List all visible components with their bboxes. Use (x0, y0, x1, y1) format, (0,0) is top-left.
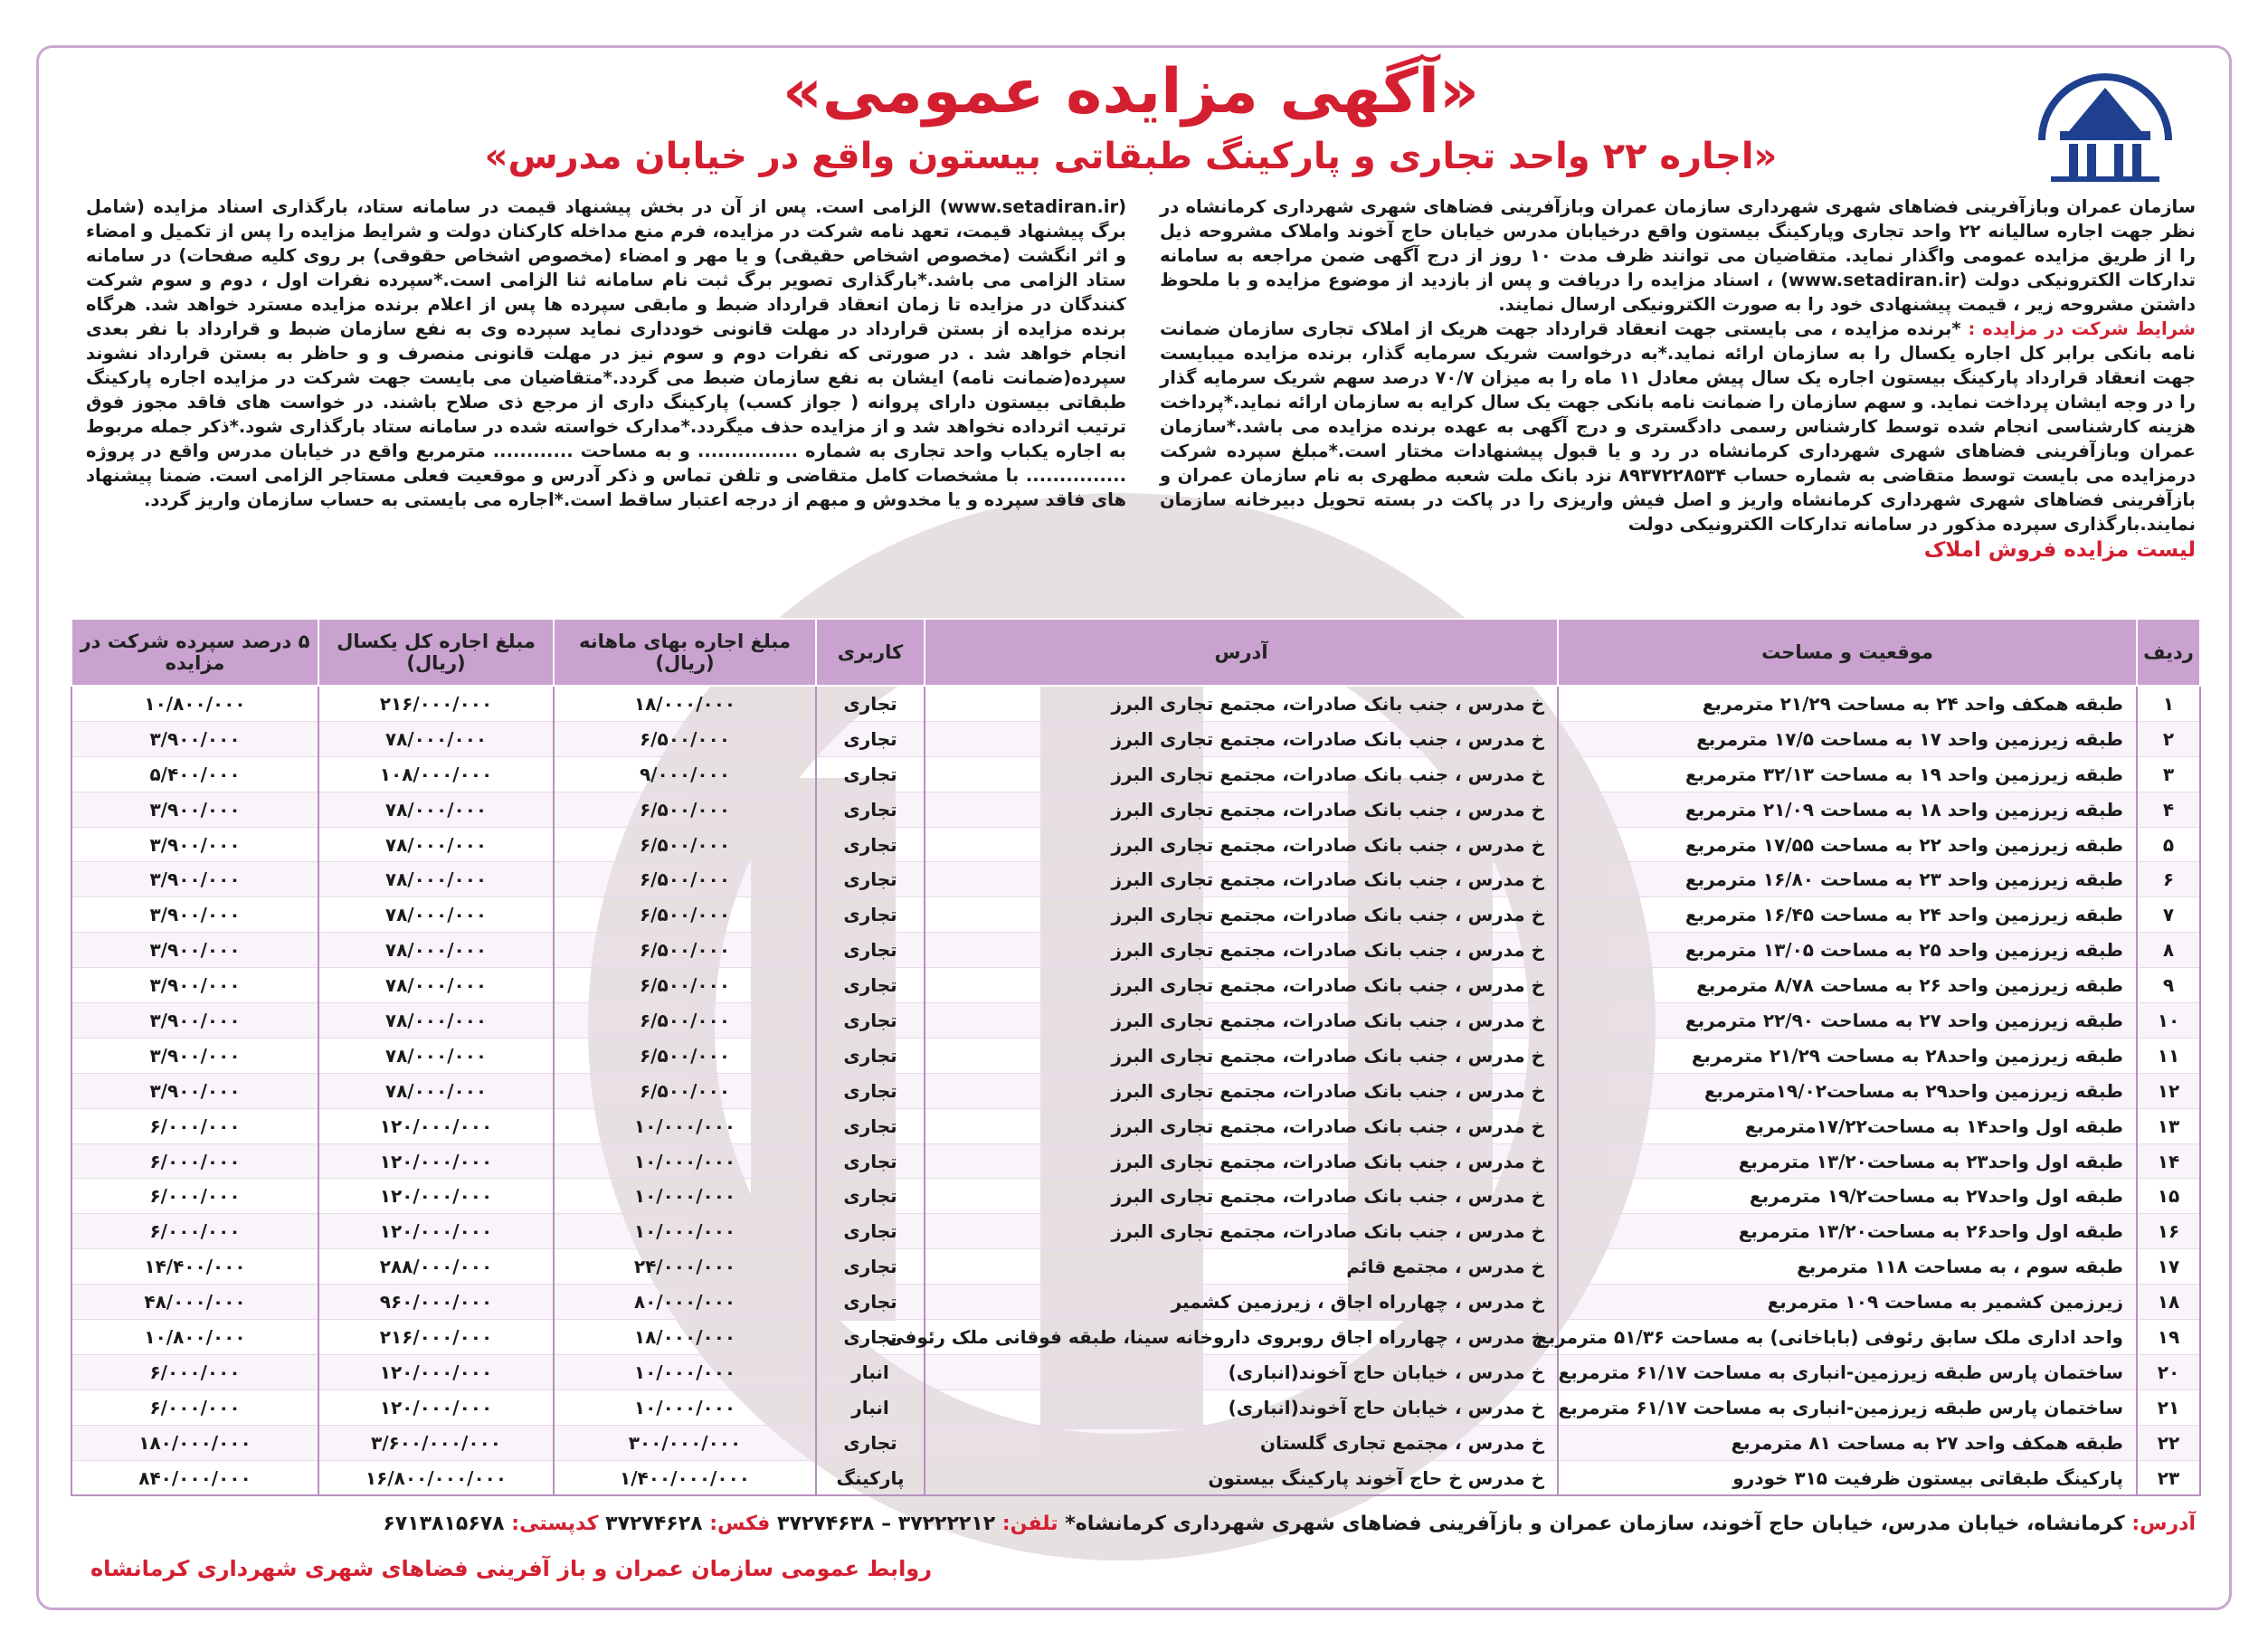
intro-column-left (86, 194, 1126, 512)
cell-deposit: ۱۰/۸۰۰/۰۰۰ (71, 686, 318, 721)
cell-deposit: ۳/۹۰۰/۰۰۰ (71, 862, 318, 897)
cell-monthly-rent: ۱۰/۰۰۰/۰۰۰ (554, 1143, 816, 1179)
cell-annual-rent: ۷۸/۰۰۰/۰۰۰ (318, 721, 554, 756)
cell-deposit: ۳/۹۰۰/۰۰۰ (71, 897, 318, 933)
cell-deposit: ۳/۹۰۰/۰۰۰ (71, 827, 318, 862)
fax-text: ۳۷۲۷۴۶۲۸ (605, 1513, 703, 1535)
cell-deposit: ۳/۹۰۰/۰۰۰ (71, 933, 318, 968)
cell-monthly-rent: ۱۰/۰۰۰/۰۰۰ (554, 1108, 816, 1143)
cell-monthly-rent: ۱۰/۰۰۰/۰۰۰ (554, 1390, 816, 1425)
cell-annual-rent: ۲۱۶/۰۰۰/۰۰۰ (318, 1320, 554, 1355)
phone-text: ۳۷۲۲۲۲۱۲ – ۳۷۲۷۴۶۳۸ (777, 1513, 996, 1535)
cell-address: خ مدرس ، جنب بانک صادرات، مجتمع تجاری البرز (925, 1073, 1558, 1108)
cell-address: خ مدرس ، جنب بانک صادرات، مجتمع تجاری البرز (925, 1108, 1558, 1143)
table-row (71, 1425, 2200, 1460)
cell-row-number: ۱۱ (2137, 1038, 2200, 1073)
cell-location: ساختمان پارس طبقه زیرزمین-انباری به مساحت ۶۱/۱۷ مترمربع (1558, 1390, 2137, 1425)
cell-row-number: ۲ (2137, 721, 2200, 756)
cell-annual-rent: ۷۸/۰۰۰/۰۰۰ (318, 933, 554, 968)
cell-annual-rent: ۷۸/۰۰۰/۰۰۰ (318, 897, 554, 933)
footer-contact (383, 1513, 2196, 1535)
cell-usage: تجاری (816, 1143, 925, 1179)
address-text: کرمانشاه، خیابان مدرس، خیابان حاج آخوند، سازمان عمران و بازآفرینی فضاهای شهری شهرداری کرمانشاه* (1065, 1513, 2125, 1535)
cell-deposit: ۱۰/۸۰۰/۰۰۰ (71, 1320, 318, 1355)
cell-row-number: ۱۹ (2137, 1320, 2200, 1355)
table-body (71, 686, 2200, 1495)
cell-annual-rent: ۲۸۸/۰۰۰/۰۰۰ (318, 1249, 554, 1285)
footer-signature: روابط عمومی سازمان عمران و باز آفرینی فضاهای شهری شهرداری کرمانشاه (90, 1556, 933, 1581)
cell-location: طبقه زیرزمین واحد ۲۲ به مساحت ۱۷/۵۵ مترمربع (1558, 827, 2137, 862)
cell-usage: تجاری (816, 756, 925, 792)
cell-deposit: ۶/۰۰۰/۰۰۰ (71, 1179, 318, 1214)
cell-location: طبقه اول واحد۲۷ به مساحت۱۹/۲ مترمربع (1558, 1179, 2137, 1214)
cell-row-number: ۱ (2137, 686, 2200, 721)
conditions-text-right: *برنده مزایده ، می بایستی جهت انعقاد قرارداد جهت هریک از املاک تجاری سازمان ضمانت نامه بانکی برابر کل اجاره یکسال را به سازمان ارائه نماید.*به درخواست شریک سرمایه گذار، برنده مزایده میبایست جهت انعقاد قرارداد پارکینگ بیستون اجاره یک سال پیش معادل ۱۱ ماه را به میزان ۷۰/۷ درصد سهم شریک سرمایه گذار را در وجه ایشان پرداخت نماید. و سهم سازمان را ضمانت نامه بانکی جهت یک سال کرایه به سازمان ارائه نماید.*پرداخت هزینه کارشناسی انجام شده توسط کارشناس رسمی دادگستری و درج آگهی به عهده برنده مزایده می باشد.*سازمان عمران وبازآفرینی فضاهای شهری شهرداری کرمانشاه در رد و یا قبول پیشنهادات مختار است.*مبلغ سپرده شرکت درمزایده می بایست توسط متقاضی به شماره حساب ۸۹۳۷۲۲۸۵۳۴ نزد بانک ملت شعبه مطهری به نام سازمان عمران و بازآفرینی فضاهای شهری شهرداری کرمانشاه واریز و اصل فیش واریزی را در پاکت در بسته تحویل دبیرخانه سازمان نمایند.بارگذاری سپرده مذکور در سامانه تدارکات الکترونیکی دولت (1160, 318, 2196, 535)
cell-row-number: ۵ (2137, 827, 2200, 862)
page-subtitle: «اجاره ۲۲ واحد تجاری و پارکینگ طبقاتی بیستون واقع در خیابان مدرس» (484, 136, 1778, 177)
cell-deposit: ۳/۹۰۰/۰۰۰ (71, 721, 318, 756)
header-annual-rent: مبلغ اجاره کل یکسال (ریال) (318, 619, 554, 686)
cell-location: طبقه اول واحد۱۴ به مساحت۱۷/۲۲مترمربع (1558, 1108, 2137, 1143)
cell-row-number: ۱۸ (2137, 1285, 2200, 1320)
cell-address: خ مدرس ، جنب بانک صادرات، مجتمع تجاری البرز (925, 792, 1558, 827)
cell-address: خ مدرس ، خیابان حاج آخوند(انباری) (925, 1390, 1558, 1425)
cell-row-number: ۲۲ (2137, 1425, 2200, 1460)
header-location: موقعیت و مساحت (1558, 619, 2137, 686)
list-title: لیست مزایده فروش املاک (1923, 538, 2196, 562)
cell-usage: تجاری (816, 1108, 925, 1143)
header-usage: کاربری (816, 619, 925, 686)
fax-label: فکس: (709, 1513, 771, 1535)
header-monthly-rent: مبلغ اجاره بهای ماهانه (ریال) (554, 619, 816, 686)
cell-address: خ مدرس ، جنب بانک صادرات، مجتمع تجاری البرز (925, 1038, 1558, 1073)
cell-location: طبقه زیرزمین واحد ۲۶ به مساحت ۸/۷۸ مترمربع (1558, 968, 2137, 1003)
cell-usage: تجاری (816, 686, 925, 721)
cell-location: طبقه زیرزمین واحد ۱۹ به مساحت ۳۲/۱۳ مترمربع (1558, 756, 2137, 792)
cell-address: خ مدرس ، جنب بانک صادرات، مجتمع تجاری البرز (925, 756, 1558, 792)
cell-location: واحد اداری ملک سابق رئوفی (باباخانی) به مساحت ۵۱/۳۶ مترمربع (1558, 1320, 2137, 1355)
cell-location: طبقه زیرزمین واحد ۲۴ به مساحت ۱۶/۴۵ مترمربع (1558, 897, 2137, 933)
cell-row-number: ۴ (2137, 792, 2200, 827)
cell-annual-rent: ۹۶۰/۰۰۰/۰۰۰ (318, 1285, 554, 1320)
auction-table (71, 618, 2201, 1496)
cell-row-number: ۱۴ (2137, 1143, 2200, 1179)
cell-usage: تجاری (816, 827, 925, 862)
cell-address: خ مدرس ، جنب بانک صادرات، مجتمع تجاری البرز (925, 1003, 1558, 1039)
cell-deposit: ۵/۴۰۰/۰۰۰ (71, 756, 318, 792)
cell-row-number: ۷ (2137, 897, 2200, 933)
cell-deposit: ۴۸/۰۰۰/۰۰۰ (71, 1285, 318, 1320)
cell-address: خ مدرس ، مجتمع تجاری گلستان (925, 1425, 1558, 1460)
intro-paragraph: سازمان عمران وبازآفرینی فضاهای شهری شهرداری سازمان عمران وبازآفرینی فضاهای شهری شهرداری کرمانشاه در نظر جهت اجاره سالیانه ۲۲ واحد تجاری وپارکینگ بیستون واقع درخیابان مدرس خیابان حاج آخوند واملاک مشروحه ذیل را از طریق مزایده عمومی واگذار نماید. متقاضیان می توانند ظرف مدت ۱۰ روز از درج آگهی ضمن مراجعه به سامانه تدارکات الکترونیکی دولت (www.setadiran.ir) ، اسناد مزایده را دریافت و پس از بازدید از موضوع مزایده و با ملحوظ داشتن مشروحه زیر ، قیمت پیشنهادی خود را به صورت الکترونیکی ارسال نمایند. (1160, 196, 2196, 315)
cell-monthly-rent: ۱۰/۰۰۰/۰۰۰ (554, 1179, 816, 1214)
cell-row-number: ۲۱ (2137, 1390, 2200, 1425)
cell-monthly-rent: ۶/۵۰۰/۰۰۰ (554, 1038, 816, 1073)
cell-address: خ مدرس ، جنب بانک صادرات، مجتمع تجاری البرز (925, 827, 1558, 862)
cell-deposit: ۳/۹۰۰/۰۰۰ (71, 968, 318, 1003)
table-row (71, 1354, 2200, 1390)
cell-location: طبقه زیرزمین واحد۲۹ به مساحت۱۹/۰۲مترمربع (1558, 1073, 2137, 1108)
cell-deposit: ۳/۹۰۰/۰۰۰ (71, 1038, 318, 1073)
cell-usage: تجاری (816, 968, 925, 1003)
organization-logo-icon (2033, 68, 2178, 185)
postal-text: ۶۷۱۳۸۱۵۶۷۸ (383, 1513, 505, 1535)
cell-annual-rent: ۱۲۰/۰۰۰/۰۰۰ (318, 1214, 554, 1249)
cell-annual-rent: ۷۸/۰۰۰/۰۰۰ (318, 1073, 554, 1108)
table-row (71, 1460, 2200, 1495)
cell-monthly-rent: ۱۸/۰۰۰/۰۰۰ (554, 686, 816, 721)
cell-address: خ مدرس ، جنب بانک صادرات، مجتمع تجاری البرز (925, 1214, 1558, 1249)
cell-annual-rent: ۱۰۸/۰۰۰/۰۰۰ (318, 756, 554, 792)
cell-monthly-rent: ۱۰/۰۰۰/۰۰۰ (554, 1214, 816, 1249)
cell-row-number: ۶ (2137, 862, 2200, 897)
cell-usage: تجاری (816, 1214, 925, 1249)
cell-annual-rent: ۱۲۰/۰۰۰/۰۰۰ (318, 1390, 554, 1425)
cell-annual-rent: ۱۶/۸۰۰/۰۰۰/۰۰۰ (318, 1460, 554, 1495)
cell-annual-rent: ۷۸/۰۰۰/۰۰۰ (318, 827, 554, 862)
cell-location: طبقه اول واحد۲۶ به مساحت۱۳/۲۰ مترمربع (1558, 1214, 2137, 1249)
header-deposit: ۵ درصد سپرده شرکت در مزایده (71, 619, 318, 686)
cell-location: طبقه زیرزمین واحد ۱۷ به مساحت ۱۷/۵ مترمربع (1558, 721, 2137, 756)
cell-location: طبقه همکف واحد ۲۴ به مساحت ۲۱/۲۹ مترمربع (1558, 686, 2137, 721)
cell-usage: تجاری (816, 1179, 925, 1214)
table-row (71, 968, 2200, 1003)
cell-monthly-rent: ۶/۵۰۰/۰۰۰ (554, 862, 816, 897)
cell-usage: تجاری (816, 792, 925, 827)
table-row (71, 686, 2200, 721)
table-row (71, 721, 2200, 756)
cell-usage: تجاری (816, 862, 925, 897)
cell-monthly-rent: ۱۸/۰۰۰/۰۰۰ (554, 1320, 816, 1355)
phone-label: تلفن: (1001, 1513, 1058, 1535)
table-row (71, 897, 2200, 933)
cell-monthly-rent: ۶/۵۰۰/۰۰۰ (554, 897, 816, 933)
cell-location: طبقه زیرزمین واحد ۲۷ به مساحت ۲۲/۹۰ مترمربع (1558, 1003, 2137, 1039)
cell-monthly-rent: ۸۰/۰۰۰/۰۰۰ (554, 1285, 816, 1320)
cell-row-number: ۱۶ (2137, 1214, 2200, 1249)
cell-usage: تجاری (816, 1285, 925, 1320)
cell-address: خ مدرس ، چهارراه اجاق ، زیرزمین کشمیر (925, 1285, 1558, 1320)
header-row-number: ردیف (2137, 619, 2200, 686)
cell-row-number: ۳ (2137, 756, 2200, 792)
cell-usage: تجاری (816, 1003, 925, 1039)
cell-location: طبقه سوم ، به مساحت ۱۱۸ مترمربع (1558, 1249, 2137, 1285)
table-row (71, 1214, 2200, 1249)
cell-monthly-rent: ۳۰۰/۰۰۰/۰۰۰ (554, 1425, 816, 1460)
table-row (71, 1320, 2200, 1355)
cell-monthly-rent: ۱/۴۰۰/۰۰۰/۰۰۰ (554, 1460, 816, 1495)
cell-monthly-rent: ۶/۵۰۰/۰۰۰ (554, 933, 816, 968)
cell-annual-rent: ۷۸/۰۰۰/۰۰۰ (318, 862, 554, 897)
table-row (71, 756, 2200, 792)
cell-address: خ مدرس ، جنب بانک صادرات، مجتمع تجاری البرز (925, 721, 1558, 756)
cell-monthly-rent: ۲۴/۰۰۰/۰۰۰ (554, 1249, 816, 1285)
cell-annual-rent: ۷۸/۰۰۰/۰۰۰ (318, 1038, 554, 1073)
cell-address: خ مدرس ، جنب بانک صادرات، مجتمع تجاری البرز (925, 1143, 1558, 1179)
intro-column-right (1160, 194, 2196, 536)
cell-deposit: ۶/۰۰۰/۰۰۰ (71, 1214, 318, 1249)
table-row (71, 1285, 2200, 1320)
cell-address: خ مدرس ، جنب بانک صادرات، مجتمع تجاری البرز (925, 968, 1558, 1003)
table-row (71, 1390, 2200, 1425)
table-row (71, 792, 2200, 827)
cell-monthly-rent: ۶/۵۰۰/۰۰۰ (554, 721, 816, 756)
postal-label: کدپستی: (511, 1513, 599, 1535)
cell-row-number: ۱۲ (2137, 1073, 2200, 1108)
cell-annual-rent: ۱۲۰/۰۰۰/۰۰۰ (318, 1354, 554, 1390)
cell-usage: تجاری (816, 1073, 925, 1108)
header-address: آدرس (925, 619, 1558, 686)
table-row (71, 827, 2200, 862)
cell-deposit: ۳/۹۰۰/۰۰۰ (71, 792, 318, 827)
cell-usage: تجاری (816, 1038, 925, 1073)
table-row (71, 1143, 2200, 1179)
page-title: «آگهی مزایده عمومی» (783, 56, 1479, 128)
cell-monthly-rent: ۶/۵۰۰/۰۰۰ (554, 1073, 816, 1108)
cell-location: طبقه اول واحد۲۳ به مساحت۱۳/۲۰ مترمربع (1558, 1143, 2137, 1179)
cell-location: ساختمان پارس طبقه زیرزمین-انباری به مساحت ۶۱/۱۷ مترمربع (1558, 1354, 2137, 1390)
table-row (71, 1108, 2200, 1143)
conditions-text-left: (www.setadiran.ir) الزامی است. پس از آن در بخش پیشنهاد قیمت در سامانه ستاد، بارگذاری اسناد مزایده (شامل برگ پیشنهاد قیمت، تعهد نامه شرکت در مزایده، فرم منع مداخله کارکنان دولت و شرایط مزایده را پس از تکمیل و امضاء و اثر انگشت (مخصوص اشخاص حقیقی) و یا مهر و امضاء (مخصوص اشخاص حقوقی) بر روی کلیه صفحات) در سامانه ستاد الزامی می باشد.*بارگذاری تصویر برگ ثبت نام سامانه ثنا الزامی است.*سپرده نفرات اول ، دوم و سوم شرکت کنندگان در مزایده تا زمان انعقاد قرارداد ضبط و مابقی سپرده ها پس از اعلام برنده مزایده مسترد خواهد شد. هرگاه برنده مزایده از بستن قرارداد در مهلت قانونی خودداری نماید سپرده وی به نفع سازمان ضبط و قرارداد با نفر بعدی انجام خواهد شد . در صورتی که نفرات دوم و سوم نیز در مهلت قانونی منصرف و و حاظر به بستن قرارداد نشوند سپرده(ضمانت نامه) ایشان به نفع سازمان ضبط می گردد.*متقاضیان می بایست جهت شرکت در مزایده اجاره پارکینگ طبقاتی بیستون دارای پروانه ( جواز کسب) پارکینگ داری از مرجع ذی صلاح باشند. در خواست های فاقد مجوز فوق ترتیب اثرداده نخواهد شد و از مزایده حذف میگردد.*مدارک خواسته شده در سامانه ستاد بارگذاری شود.*ذکر جمله مربوط به اجاره یکباب واحد تجاری به شماره ............... و به مساحت ............ مترمربع واقع در خیابان مدرس واقع در پروژه ............... با مشخصات کامل متقاضی و تلفن تماس و ذکر آدرس و موقعیت فعلی مستاجر الزامی است. ضمنا پیشنهاد های فاقد سپرده و یا مخدوش و مبهم از درجه اعتبار ساقط است.*اجاره می بایستی به حساب سازمان واریز گردد. (86, 196, 1126, 510)
cell-annual-rent: ۷۸/۰۰۰/۰۰۰ (318, 1003, 554, 1039)
cell-location: طبقه همکف واحد ۲۷ به مساحت ۸۱ مترمربع (1558, 1425, 2137, 1460)
cell-address: خ مدرس ، جنب بانک صادرات، مجتمع تجاری البرز (925, 686, 1558, 721)
cell-usage: تجاری (816, 721, 925, 756)
table-header-row (71, 619, 2200, 686)
cell-row-number: ۱۵ (2137, 1179, 2200, 1214)
cell-deposit: ۳/۹۰۰/۰۰۰ (71, 1003, 318, 1039)
cell-annual-rent: ۷۸/۰۰۰/۰۰۰ (318, 792, 554, 827)
cell-address: خ مدرس خ حاج آخوند پارکینگ بیستون (925, 1460, 1558, 1495)
cell-row-number: ۲۰ (2137, 1354, 2200, 1390)
cell-location: طبقه زیرزمین واحد ۲۵ به مساحت ۱۳/۰۵ مترمربع (1558, 933, 2137, 968)
table-row (71, 933, 2200, 968)
cell-row-number: ۱۳ (2137, 1108, 2200, 1143)
cell-monthly-rent: ۶/۵۰۰/۰۰۰ (554, 1003, 816, 1039)
cell-row-number: ۱۰ (2137, 1003, 2200, 1039)
cell-usage: انبار (816, 1390, 925, 1425)
cell-address: خ مدرس ، جنب بانک صادرات، مجتمع تجاری البرز (925, 1179, 1558, 1214)
cell-deposit: ۸۴۰/۰۰۰/۰۰۰ (71, 1460, 318, 1495)
cell-annual-rent: ۱۲۰/۰۰۰/۰۰۰ (318, 1143, 554, 1179)
cell-monthly-rent: ۶/۵۰۰/۰۰۰ (554, 792, 816, 827)
cell-deposit: ۱۴/۴۰۰/۰۰۰ (71, 1249, 318, 1285)
cell-monthly-rent: ۹/۰۰۰/۰۰۰ (554, 756, 816, 792)
organization-logo (2028, 63, 2182, 190)
cell-annual-rent: ۱۲۰/۰۰۰/۰۰۰ (318, 1108, 554, 1143)
cell-annual-rent: ۷۸/۰۰۰/۰۰۰ (318, 968, 554, 1003)
cell-deposit: ۳/۹۰۰/۰۰۰ (71, 1073, 318, 1108)
cell-address: خ مدرس ، جنب بانک صادرات، مجتمع تجاری البرز (925, 933, 1558, 968)
table-row (71, 1038, 2200, 1073)
cell-location: طبقه زیرزمین واحد ۱۸ به مساحت ۲۱/۰۹ مترمربع (1558, 792, 2137, 827)
table-row (71, 1179, 2200, 1214)
cell-monthly-rent: ۶/۵۰۰/۰۰۰ (554, 827, 816, 862)
table-row (71, 1003, 2200, 1039)
cell-address: خ مدرس ، چهارراه اجاق روبروی داروخانه سینا، طبقه فوقانی ملک رئوفی (925, 1320, 1558, 1355)
cell-monthly-rent: ۶/۵۰۰/۰۰۰ (554, 968, 816, 1003)
table-row (71, 1249, 2200, 1285)
cell-usage: تجاری (816, 1425, 925, 1460)
cell-deposit: ۶/۰۰۰/۰۰۰ (71, 1108, 318, 1143)
cell-usage: تجاری (816, 1249, 925, 1285)
conditions-title: شرایط شرکت در مزایده : (1968, 318, 2196, 339)
address-label: آدرس: (2131, 1513, 2196, 1535)
cell-location: طبقه زیرزمین واحد۲۸ به مساحت ۲۱/۲۹ مترمربع (1558, 1038, 2137, 1073)
table-row (71, 862, 2200, 897)
cell-address: خ مدرس ، جنب بانک صادرات، مجتمع تجاری البرز (925, 862, 1558, 897)
cell-annual-rent: ۲۱۶/۰۰۰/۰۰۰ (318, 686, 554, 721)
cell-row-number: ۱۷ (2137, 1249, 2200, 1285)
cell-address: خ مدرس ، جنب بانک صادرات، مجتمع تجاری البرز (925, 897, 1558, 933)
cell-address: خ مدرس ، خیابان حاج آخوند(انباری) (925, 1354, 1558, 1390)
cell-location: زیرزمین کشمیر به مساحت ۱۰۹ مترمربع (1558, 1285, 2137, 1320)
cell-row-number: ۲۳ (2137, 1460, 2200, 1495)
cell-usage: تجاری (816, 933, 925, 968)
cell-annual-rent: ۱۲۰/۰۰۰/۰۰۰ (318, 1179, 554, 1214)
cell-deposit: ۶/۰۰۰/۰۰۰ (71, 1354, 318, 1390)
cell-address: خ مدرس ، مجتمع قائم (925, 1249, 1558, 1285)
cell-deposit: ۱۸۰/۰۰۰/۰۰۰ (71, 1425, 318, 1460)
cell-usage: پارکینگ (816, 1460, 925, 1495)
cell-row-number: ۸ (2137, 933, 2200, 968)
cell-usage: انبار (816, 1354, 925, 1390)
cell-monthly-rent: ۱۰/۰۰۰/۰۰۰ (554, 1354, 816, 1390)
table-row (71, 1073, 2200, 1108)
cell-location: طبقه زیرزمین واحد ۲۳ به مساحت ۱۶/۸۰ مترمربع (1558, 862, 2137, 897)
cell-annual-rent: ۳/۶۰۰/۰۰۰/۰۰۰ (318, 1425, 554, 1460)
cell-location: پارکینگ طبقاتی بیستون ظرفیت ۳۱۵ خودرو (1558, 1460, 2137, 1495)
cell-deposit: ۶/۰۰۰/۰۰۰ (71, 1143, 318, 1179)
cell-usage: تجاری (816, 897, 925, 933)
cell-row-number: ۹ (2137, 968, 2200, 1003)
cell-usage: تجاری (816, 1320, 925, 1355)
cell-deposit: ۶/۰۰۰/۰۰۰ (71, 1390, 318, 1425)
